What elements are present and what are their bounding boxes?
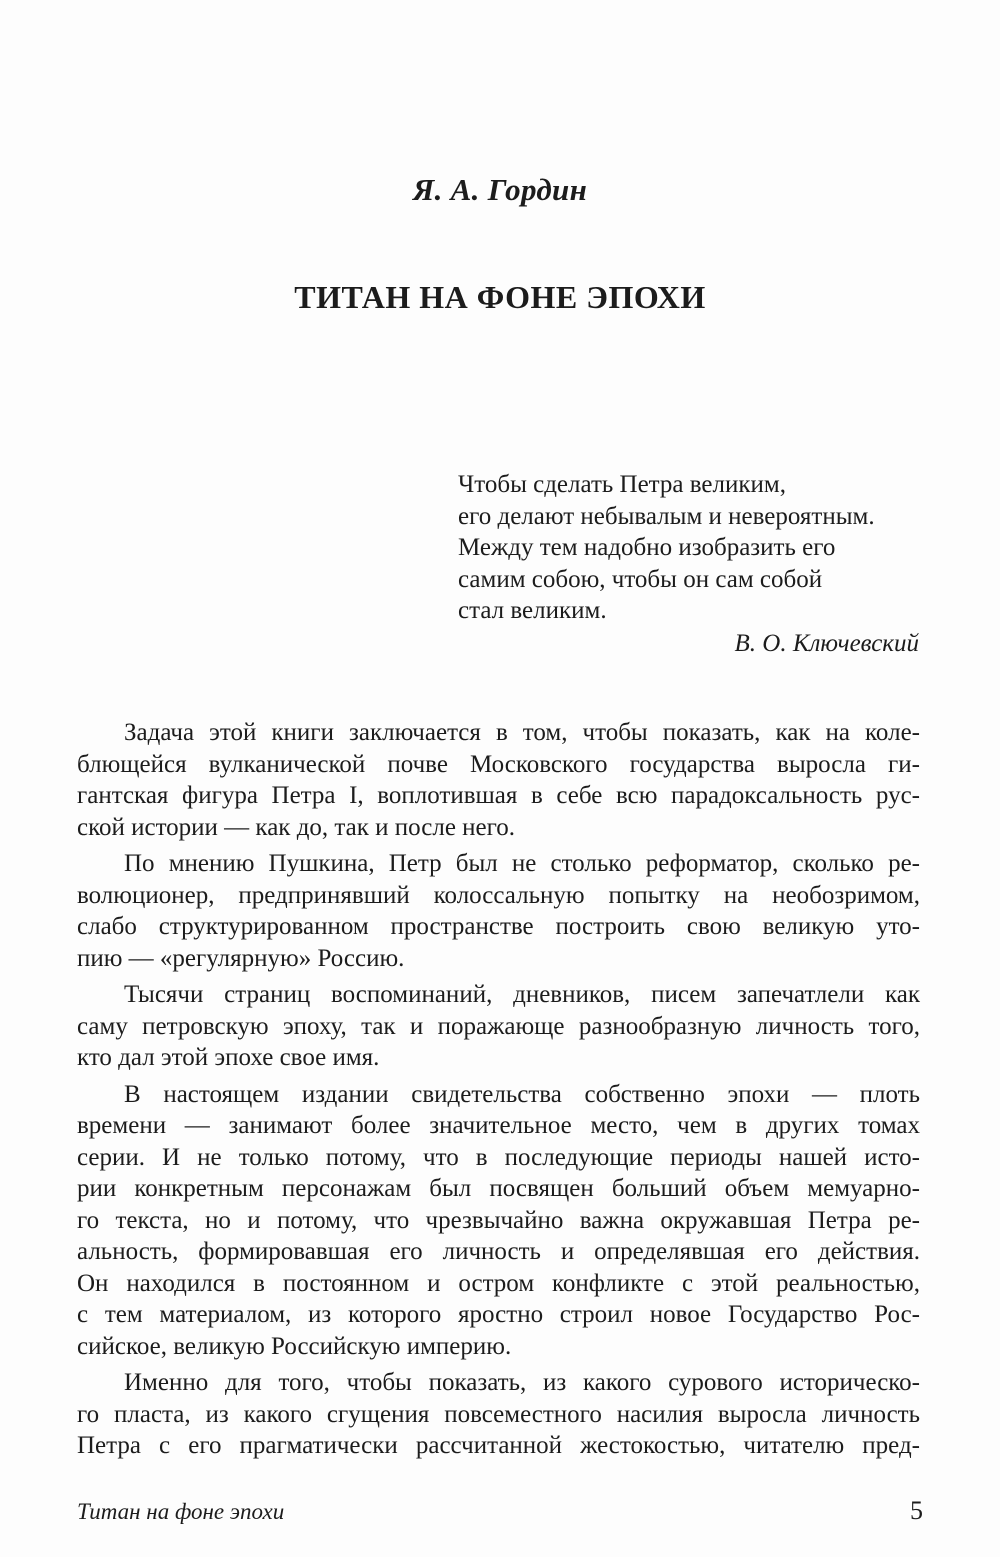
text-line: гантская фигура Петра I, воплотившая в себе всю парадоксальность рус-: [77, 782, 920, 809]
text-line: блющейся вулканической почве Московского государства выросла ги-: [77, 750, 920, 778]
text-line: времени — занимают более значительное место, чем в других томах: [77, 1112, 920, 1139]
text-line: го пласта, из какого сгущения повсеместного насилия выросла личность: [77, 1400, 920, 1428]
text-line: Он находился в постоянном и остром конфликте с этой реальностью,: [77, 1269, 920, 1297]
text-line: ской истории — как до, так и после него.: [77, 813, 516, 841]
text-line: альность, формировавшая его личность и определявшая его действия.: [77, 1238, 920, 1265]
epigraph-source: В. О. Ключевский: [734, 629, 919, 657]
text-line: слабо структурированном пространстве построить свою великую уто-: [77, 913, 920, 940]
epigraph-line: стал великим.: [458, 597, 607, 624]
page-number: 5: [910, 1496, 923, 1525]
running-footer-title: Титан на фоне эпохи: [77, 1499, 285, 1524]
epigraph-line: его делают небывалым и невероятным.: [458, 502, 875, 530]
text-line: сийское, великую Российскую империю.: [77, 1332, 512, 1360]
chapter-title: ТИТАН НА ФОНЕ ЭПОХИ: [294, 279, 706, 315]
text-line: рии конкретным персонажам был посвящен больший объем мемуарно-: [77, 1175, 920, 1202]
text-line: волюционер, предпринявший колоссальную попытку на необозримом,: [77, 881, 920, 909]
text-line: Именно для того, чтобы показать, из какого сурового историческо-: [124, 1369, 920, 1396]
text-line: с тем материалом, из которого яростно строил новое Государство Рос-: [77, 1301, 920, 1328]
paragraph: [77, 1079, 920, 1363]
text-line: пию — «регулярную» Россию.: [77, 944, 405, 972]
text-line: Задача этой книги заключается в том, чтобы показать, как на коле-: [124, 719, 920, 746]
paragraph: [77, 848, 920, 974]
epigraph-line: Между тем надобно изобразить его: [458, 534, 836, 561]
paragraph: [77, 1367, 920, 1462]
text-line: саму петровскую эпоху, так и поражающе разнообразную личность того,: [77, 1012, 920, 1040]
text-line: го текста, но и потому, что чрезвычайно важна окружавшая Петра ре-: [77, 1206, 920, 1234]
text-line: кто дал этой эпохе свое имя.: [77, 1044, 380, 1071]
paragraph: [77, 717, 920, 843]
epigraph-line: Чтобы сделать Петра великим,: [458, 471, 786, 498]
text-line: В настоящем издании свидетельства собственно эпохи — плоть: [124, 1080, 920, 1108]
epigraph: [458, 469, 928, 659]
paragraph: [77, 979, 920, 1074]
epigraph-line: самим собою, чтобы он сам собой: [458, 565, 823, 593]
text-line: серии. И не только потому, что в последующие периоды нашей исто-: [77, 1143, 920, 1171]
text-line: По мнению Пушкина, Петр был не столько реформатор, сколько ре-: [124, 850, 920, 877]
text-line: Тысячи страниц воспоминаний, дневников, писем запечатлели как: [124, 981, 920, 1008]
body-text: [77, 717, 920, 1462]
text-line: Петра с его прагматически рассчитанной жестокостью, читателю пред-: [77, 1432, 920, 1459]
author-name: Я. А. Гордин: [412, 172, 588, 207]
